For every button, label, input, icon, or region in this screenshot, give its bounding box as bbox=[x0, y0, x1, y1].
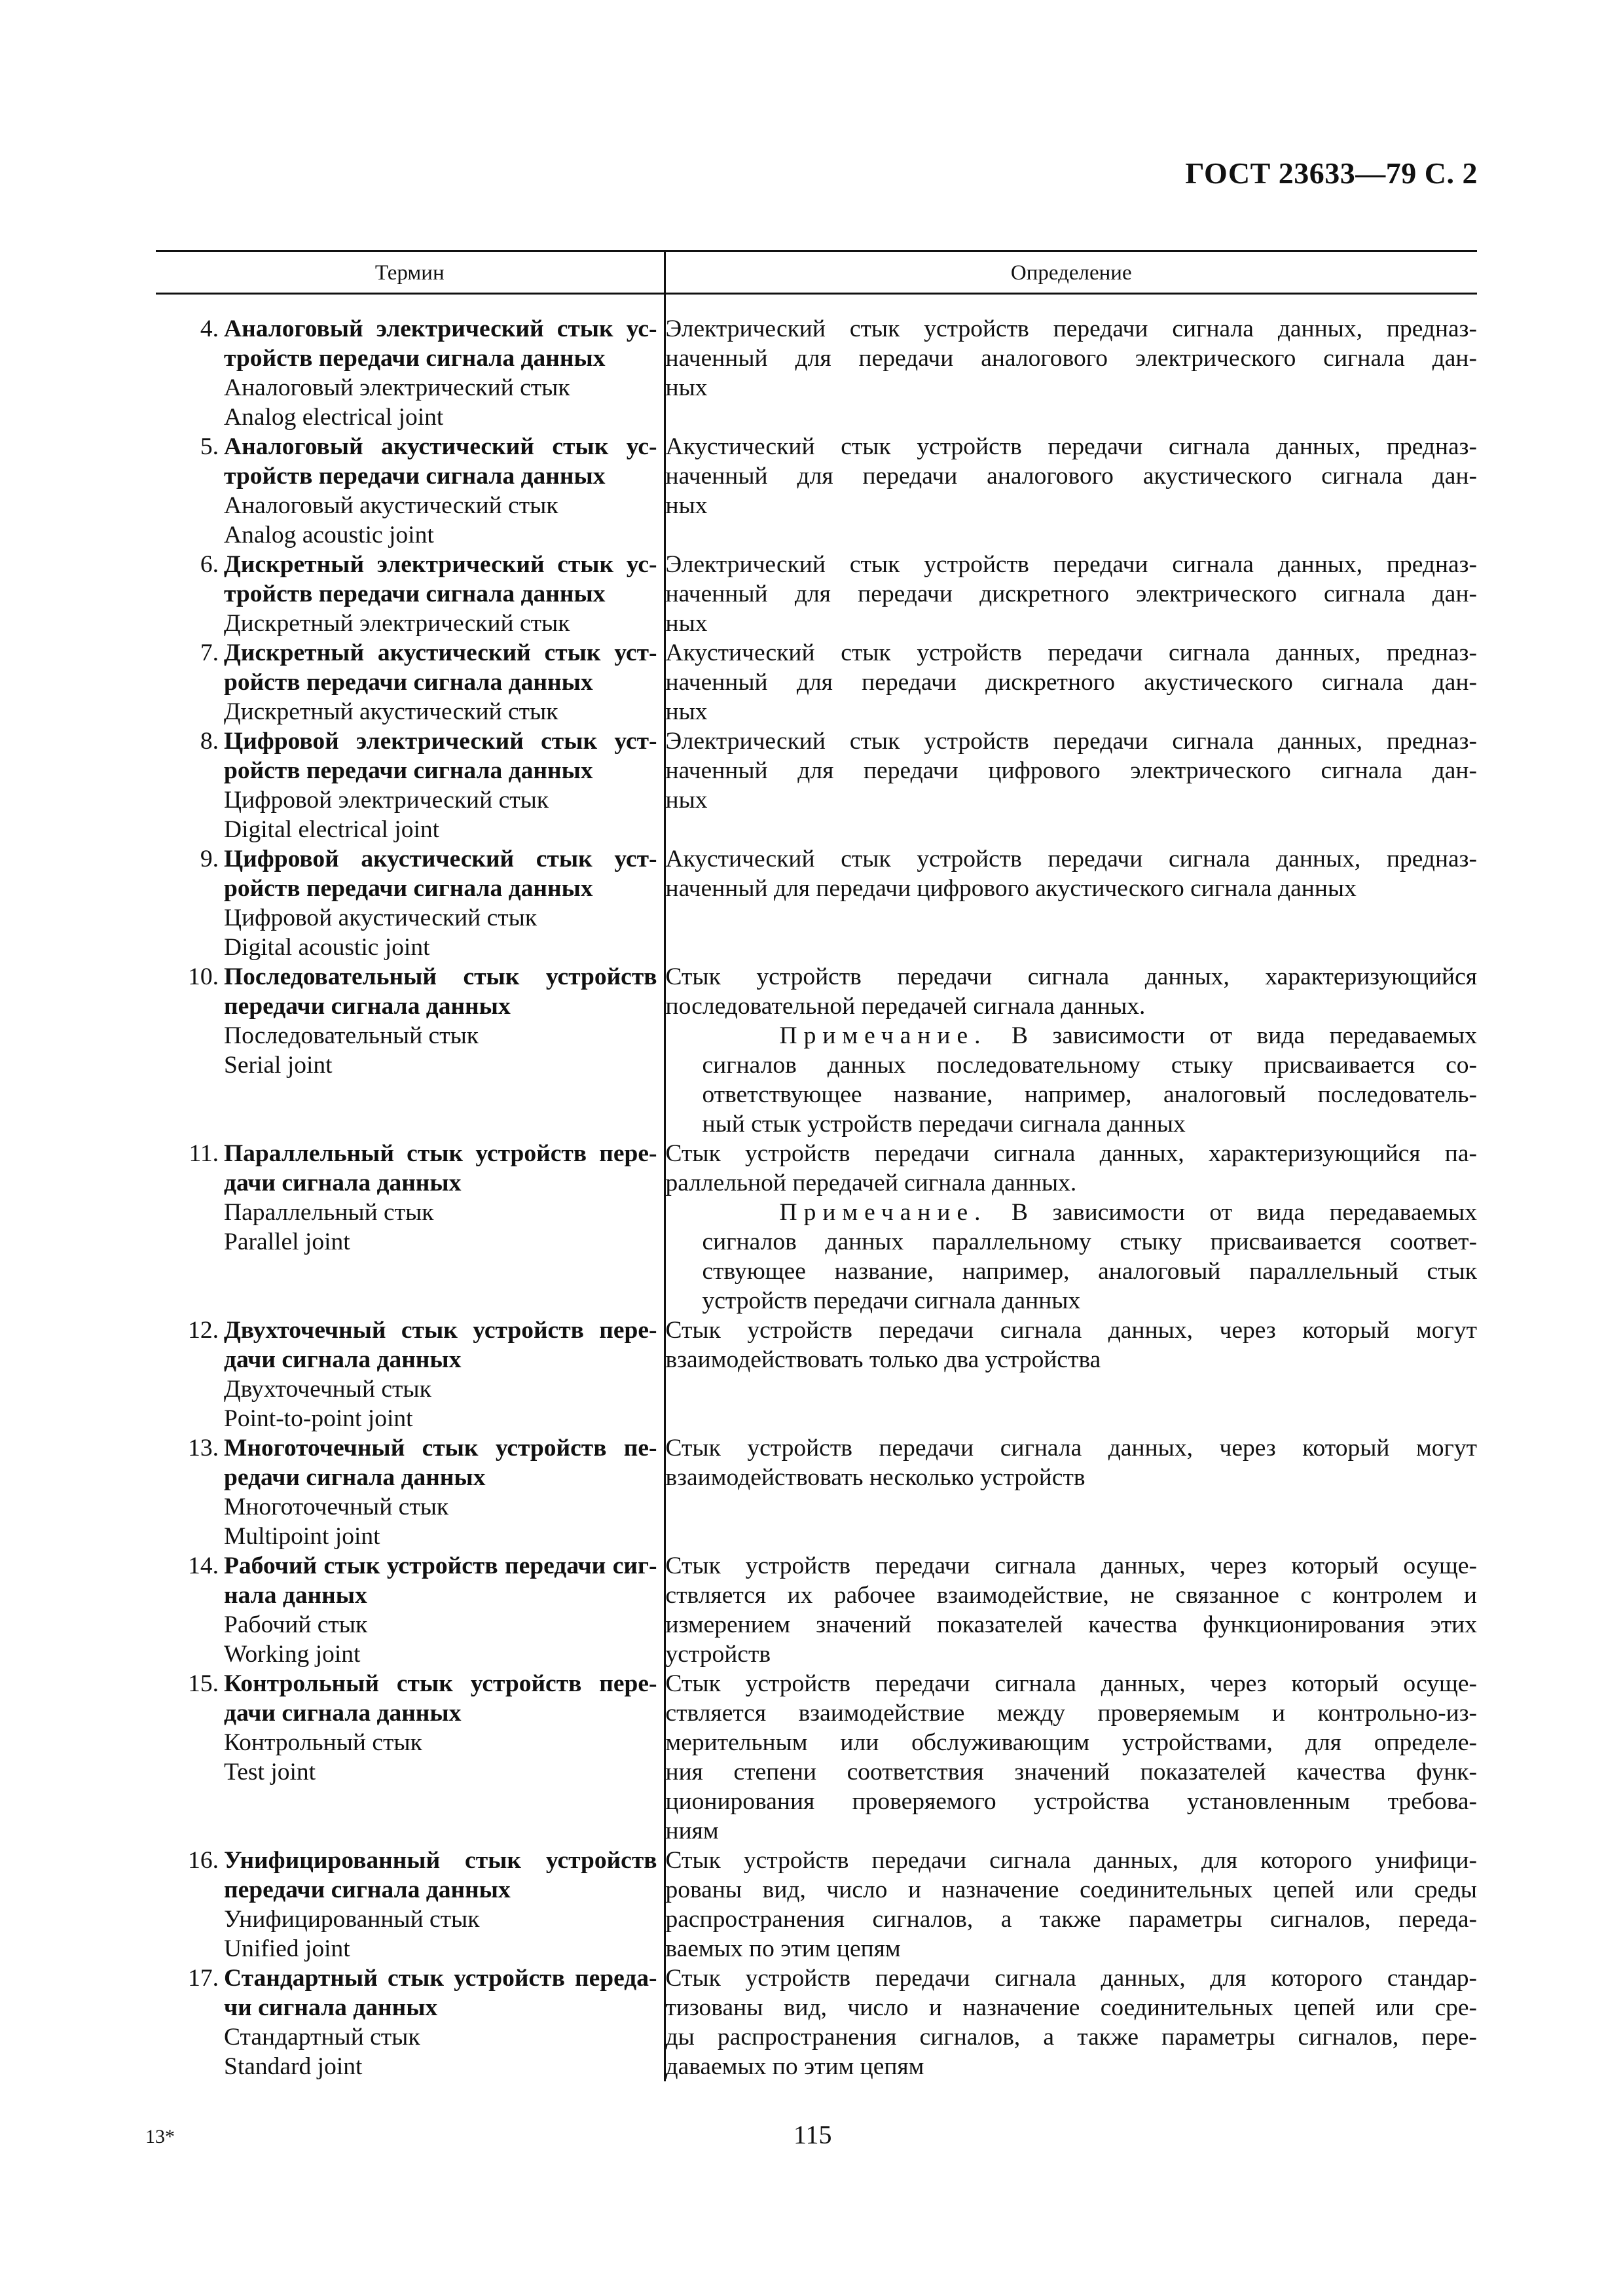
definition-line: ния степени соответствия значений показателей качества функ- bbox=[665, 1759, 1477, 1785]
term-short-form: Многоточечный стык bbox=[224, 1494, 449, 1520]
term-number: 5. bbox=[200, 433, 219, 460]
definition-cell bbox=[665, 432, 1477, 550]
definition-line: Электрический стык устройств передачи сигнала данных, предназ- bbox=[665, 315, 1477, 342]
page-number: 115 bbox=[793, 2120, 832, 2149]
term-english: Unified joint bbox=[224, 1935, 350, 1962]
definition-line: устройств bbox=[665, 1641, 771, 1668]
term-title-line: тройств передачи сигнала данных bbox=[224, 345, 606, 372]
note-text: В зависимости от вида передаваемых bbox=[987, 1022, 1477, 1049]
note-label: Примечание. bbox=[779, 1199, 987, 1226]
term-short-form: Контрольный стык bbox=[224, 1729, 422, 1756]
note-line: сигналов данных последовательному стыку присваивается со- bbox=[702, 1052, 1477, 1079]
definition-line: Стык устройств передачи сигнала данных, для которого стандар- bbox=[665, 1965, 1477, 1992]
definition-line: наченный для передачи цифрового акустического сигнала данных bbox=[665, 875, 1357, 902]
table-row bbox=[156, 1669, 1477, 1846]
term-english: Analog electrical joint bbox=[224, 404, 444, 431]
note-label: Примечание. bbox=[779, 1022, 987, 1049]
definition-line: Электрический стык устройств передачи сигнала данных, предназ- bbox=[665, 551, 1477, 578]
table-row bbox=[156, 1964, 1477, 2081]
definition-cell bbox=[665, 550, 1477, 638]
term-title-line: Многоточечный стык устройств пе- bbox=[224, 1435, 657, 1462]
term-number: 9. bbox=[200, 846, 219, 872]
term-english: Point-to-point joint bbox=[224, 1405, 413, 1432]
term-title-line: передачи сигнала данных bbox=[224, 993, 511, 1020]
term-short-form: Аналоговый акустический стык bbox=[224, 492, 558, 519]
term-title-line: дачи сигнала данных bbox=[224, 1700, 462, 1727]
term-cell bbox=[156, 432, 665, 550]
term-title-line: Цифровой электрический стык уст- bbox=[224, 728, 657, 755]
term-cell bbox=[156, 1669, 665, 1846]
term-title-line: чи сигнала данных bbox=[224, 1994, 438, 2021]
definition-line: тизованы вид, число и назначение соединительных цепей или сре- bbox=[665, 1994, 1477, 2021]
note-line: ствующее название, например, аналоговый параллельный стык bbox=[702, 1258, 1477, 1285]
term-title-line: тройств передачи сигнала данных bbox=[224, 463, 606, 490]
term-short-form: Двухточечный стык bbox=[224, 1376, 431, 1403]
definition-line: ционирования проверяемого устройства установленным требова- bbox=[665, 1788, 1477, 1815]
definition-line: ных bbox=[665, 610, 708, 637]
definition-cell bbox=[665, 1846, 1477, 1964]
term-number: 17. bbox=[188, 1965, 219, 1992]
term-number: 7. bbox=[200, 639, 219, 666]
term-cell bbox=[156, 962, 665, 1139]
term-short-form: Рабочий стык bbox=[224, 1611, 368, 1638]
definition-line: измерением значений показателей качества функционирования этих bbox=[665, 1611, 1477, 1638]
definition-cell bbox=[665, 1433, 1477, 1551]
term-cell bbox=[156, 550, 665, 638]
table-row bbox=[156, 1316, 1477, 1433]
term-title-line: Унифицированный стык устройств bbox=[224, 1847, 657, 1874]
term-title-line: редачи сигнала данных bbox=[224, 1464, 486, 1491]
term-short-form: Аналоговый электрический стык bbox=[224, 374, 570, 401]
term-title-line: Аналоговый электрический стык ус- bbox=[224, 315, 657, 342]
term-title-line: Цифровой акустический стык уст- bbox=[224, 846, 657, 872]
term-title-line: Рабочий стык устройств передачи сиг- bbox=[224, 1552, 657, 1579]
definition-line: ниям bbox=[665, 1818, 719, 1844]
term-number: 14. bbox=[188, 1552, 219, 1579]
term-title-line: дачи сигнала данных bbox=[224, 1346, 462, 1373]
term-short-form: Стандартный стык bbox=[224, 2024, 420, 2051]
definition-line: Электрический стык устройств передачи сигнала данных, предназ- bbox=[665, 728, 1477, 755]
term-cell bbox=[156, 1964, 665, 2081]
term-title-line: Аналоговый акустический стык ус- bbox=[224, 433, 657, 460]
table-row bbox=[156, 844, 1477, 962]
term-number: 12. bbox=[188, 1317, 219, 1344]
definition-line: ных bbox=[665, 492, 708, 519]
definition-line: взаимодействовать только два устройства bbox=[665, 1346, 1101, 1373]
definition-line: взаимодействовать несколько устройств bbox=[665, 1464, 1085, 1491]
definition-cell bbox=[665, 294, 1477, 433]
table-row bbox=[156, 726, 1477, 844]
definition-cell bbox=[665, 1964, 1477, 2081]
table-header-row bbox=[156, 251, 1477, 294]
term-english: Digital acoustic joint bbox=[224, 934, 430, 961]
column-header-definition: Определение bbox=[665, 251, 1477, 294]
note-line: ответствующее название, например, аналоговый последователь- bbox=[702, 1081, 1477, 1108]
term-english: Serial joint bbox=[224, 1052, 333, 1079]
term-title-line: нала данных bbox=[224, 1582, 367, 1609]
definition-line: наченный для передачи цифрового электрического сигнала дан- bbox=[665, 757, 1477, 784]
term-title-line: дачи сигнала данных bbox=[224, 1170, 462, 1196]
term-short-form: Цифровой электрический стык bbox=[224, 787, 549, 814]
definition-line: ствляется их рабочее взаимодействие, не связанное с контролем и bbox=[665, 1582, 1477, 1609]
table-row bbox=[156, 550, 1477, 638]
term-english: Working joint bbox=[224, 1641, 361, 1668]
definition-cell bbox=[665, 1316, 1477, 1433]
definition-line: ваемых по этим цепям bbox=[665, 1935, 901, 1962]
page-header: ГОСТ 23633—79 С. 2 bbox=[1185, 156, 1478, 190]
definition-line: ных bbox=[665, 374, 708, 401]
term-title-line: передачи сигнала данных bbox=[224, 1876, 511, 1903]
term-short-form: Последовательный стык bbox=[224, 1022, 479, 1049]
definition-line: ных bbox=[665, 787, 708, 814]
table-row bbox=[156, 432, 1477, 550]
definition-cell bbox=[665, 1669, 1477, 1846]
table-row bbox=[156, 1139, 1477, 1316]
terms-table bbox=[156, 250, 1477, 2081]
note bbox=[666, 1198, 1478, 1316]
definition-line: Стык устройств передачи сигнала данных, через который осуще- bbox=[665, 1670, 1477, 1697]
term-short-form: Параллельный стык bbox=[224, 1199, 434, 1226]
definition-line: наченный для передачи аналогового акустического сигнала дан- bbox=[665, 463, 1477, 490]
table-row bbox=[156, 638, 1477, 726]
table-row bbox=[156, 294, 1477, 433]
term-number: 10. bbox=[188, 963, 219, 990]
note-line: сигналов данных параллельному стыку присваивается соответ- bbox=[702, 1229, 1477, 1255]
term-number: 15. bbox=[188, 1670, 219, 1697]
term-cell bbox=[156, 294, 665, 433]
term-english: Analog acoustic joint bbox=[224, 522, 434, 548]
definition-line: рованы вид, число и назначение соединительных цепей или среды bbox=[665, 1876, 1477, 1903]
definition-line: Акустический стык устройств передачи сигнала данных, предназ- bbox=[665, 433, 1477, 460]
definition-line: Стык устройств передачи сигнала данных, через который могут bbox=[665, 1317, 1477, 1344]
definition-line: наченный для передачи аналогового электрического сигнала дан- bbox=[665, 345, 1477, 372]
term-cell bbox=[156, 638, 665, 726]
term-cell bbox=[156, 1139, 665, 1316]
term-number: 8. bbox=[200, 728, 219, 755]
definition-cell bbox=[665, 638, 1477, 726]
term-title-line: Дискретный электрический стык ус- bbox=[224, 551, 657, 578]
term-english: Digital electrical joint bbox=[224, 816, 440, 843]
note-line: ный стык устройств передачи сигнала данных bbox=[702, 1111, 1186, 1138]
definition-line: Стык устройств передачи сигнала данных, характеризующийся bbox=[665, 963, 1477, 990]
definition-line: даваемых по этим цепям bbox=[665, 2053, 924, 2080]
definition-line: Акустический стык устройств передачи сигнала данных, предназ- bbox=[665, 639, 1477, 666]
column-header-term: Термин bbox=[156, 251, 665, 294]
term-cell bbox=[156, 1433, 665, 1551]
term-cell bbox=[156, 1846, 665, 1964]
note-line: устройств передачи сигнала данных bbox=[702, 1287, 1081, 1314]
term-number: 11. bbox=[189, 1140, 219, 1167]
term-short-form: Дискретный акустический стык bbox=[224, 698, 558, 725]
table-row bbox=[156, 1551, 1477, 1669]
footer-sheet-mark: 13* bbox=[145, 2126, 175, 2147]
term-title-line: тройств передачи сигнала данных bbox=[224, 581, 606, 607]
term-cell bbox=[156, 1316, 665, 1433]
term-english: Multipoint joint bbox=[224, 1523, 380, 1550]
definition-line: Стык устройств передачи сигнала данных, через который могут bbox=[665, 1435, 1477, 1462]
term-number: 16. bbox=[188, 1847, 219, 1874]
table-row bbox=[156, 1846, 1477, 1964]
definition-line: раллельной передачей сигнала данных. bbox=[665, 1170, 1077, 1196]
term-short-form: Цифровой акустический стык bbox=[224, 905, 538, 931]
table-body bbox=[156, 294, 1477, 2082]
definition-line: распространения сигналов, а также параметры сигналов, переда- bbox=[665, 1906, 1477, 1933]
definition-line: Стык устройств передачи сигнала данных, характеризующийся па- bbox=[665, 1140, 1477, 1167]
definition-line: мерительным или обслуживающим устройствами, для определе- bbox=[665, 1729, 1477, 1756]
definition-line: Акустический стык устройств передачи сигнала данных, предназ- bbox=[665, 846, 1477, 872]
term-title-line: Последовательный стык устройств bbox=[224, 963, 657, 990]
term-number: 6. bbox=[200, 551, 219, 578]
definition-line: ствляется взаимодействие между проверяемым и контрольно-из- bbox=[665, 1700, 1477, 1727]
term-english: Standard joint bbox=[224, 2053, 363, 2080]
term-number: 4. bbox=[200, 315, 219, 342]
term-title-line: Дискретный акустический стык уст- bbox=[224, 639, 657, 666]
term-cell bbox=[156, 844, 665, 962]
term-cell bbox=[156, 1551, 665, 1669]
definition-cell bbox=[665, 1551, 1477, 1669]
table-row bbox=[156, 962, 1477, 1139]
table-row bbox=[156, 1433, 1477, 1551]
term-title-line: Контрольный стык устройств пере- bbox=[224, 1670, 657, 1697]
term-title-line: Стандартный стык устройств переда- bbox=[224, 1965, 657, 1992]
definition-cell bbox=[665, 726, 1477, 844]
definition-line: ды распространения сигналов, а также параметры сигналов, пере- bbox=[665, 2024, 1477, 2051]
definition-line: Стык устройств передачи сигнала данных, через который осуще- bbox=[665, 1552, 1477, 1579]
term-number: 13. bbox=[188, 1435, 219, 1462]
definition-line: последовательной передачей сигнала данных. bbox=[665, 993, 1146, 1020]
term-title-line: ройств передачи сигнала данных bbox=[224, 669, 593, 696]
definition-cell bbox=[665, 1139, 1477, 1316]
definition-line: наченный для передачи дискретного электрического сигнала дан- bbox=[665, 581, 1477, 607]
term-title-line: ройств передачи сигнала данных bbox=[224, 757, 593, 784]
note-text: В зависимости от вида передаваемых bbox=[987, 1199, 1477, 1226]
term-title-line: Двухточечный стык устройств пере- bbox=[224, 1317, 657, 1344]
term-english: Test joint bbox=[224, 1759, 316, 1785]
definition-line: Стык устройств передачи сигнала данных, для которого унифици- bbox=[665, 1847, 1477, 1874]
definition-cell bbox=[665, 962, 1477, 1139]
term-title-line: Параллельный стык устройств пере- bbox=[224, 1140, 657, 1167]
term-cell bbox=[156, 726, 665, 844]
term-short-form: Унифицированный стык bbox=[224, 1906, 480, 1933]
term-title-line: ройств передачи сигнала данных bbox=[224, 875, 593, 902]
definition-cell bbox=[665, 844, 1477, 962]
note bbox=[666, 1021, 1478, 1139]
definition-line: наченный для передачи дискретного акустического сигнала дан- bbox=[665, 669, 1477, 696]
term-english: Parallel joint bbox=[224, 1229, 350, 1255]
term-short-form: Дискретный электрический стык bbox=[224, 610, 570, 637]
definition-line: ных bbox=[665, 698, 708, 725]
